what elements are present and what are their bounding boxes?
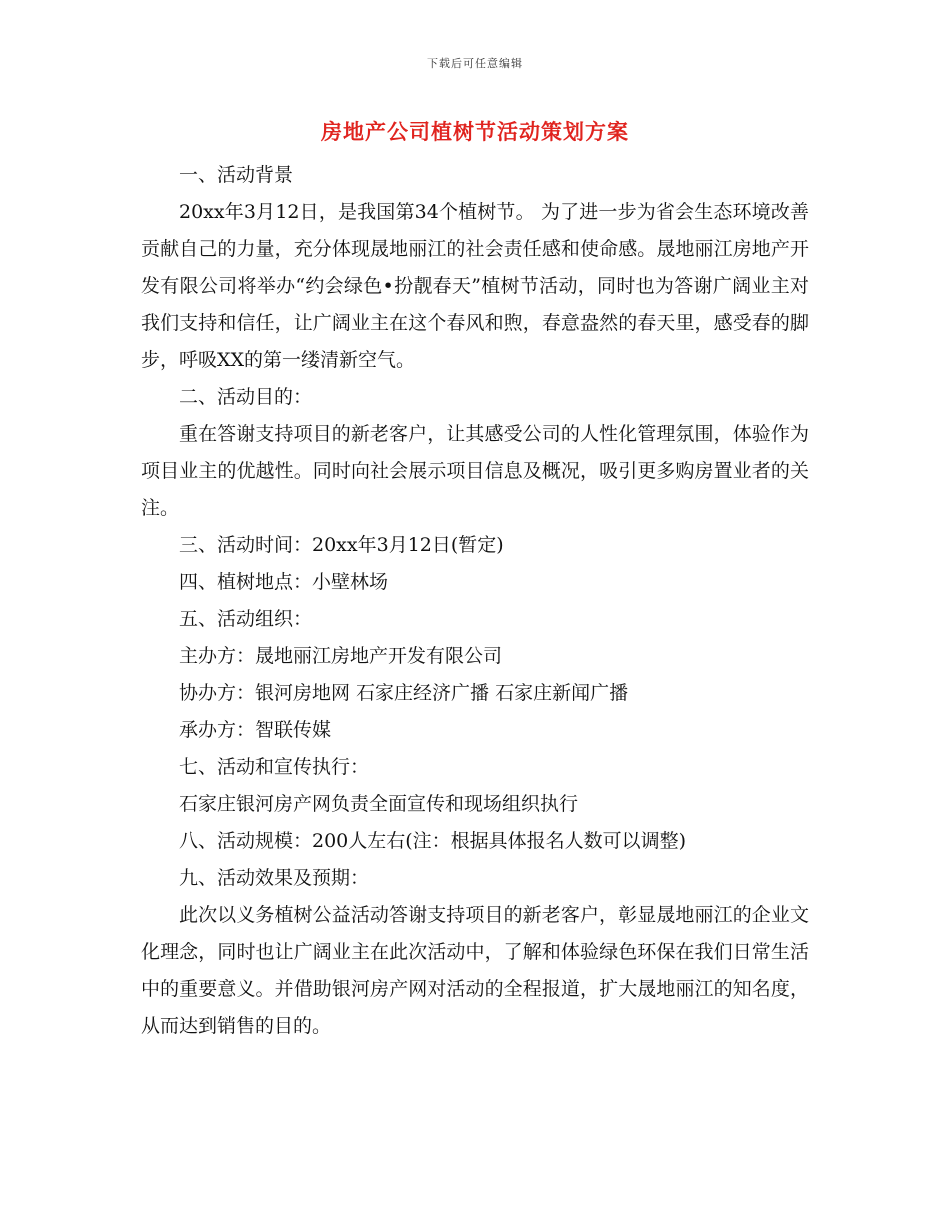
section-heading-organization: 五、活动组织： [179, 608, 313, 630]
section-heading-execution: 七、活动和宣传执行： [179, 756, 370, 778]
co-organizer-line: 协办方：银河房地网 石家庄经济广播 石家庄新闻广播 [179, 682, 629, 704]
section-heading-effect: 九、活动效果及预期： [179, 867, 370, 889]
header-note: 下载后可任意编辑 [427, 57, 523, 70]
organizer-line: 主办方：晟地丽江房地产开发有限公司 [179, 645, 503, 667]
undertaker-line: 承办方：智联传媒 [179, 719, 332, 741]
paragraph-purpose: 重在答谢支持项目的新老客户，让其感受公司的人性化管理氛围，体验作为项目业主的优越性。同时向社会展示项目信息及概况，吸引更多购房置业者的关注。 [141, 423, 809, 519]
section-heading-time: 三、活动时间：20xx年3月12日(暂定) [179, 534, 504, 556]
section-heading-background: 一、活动背景 [179, 164, 294, 186]
document-title: 房地产公司植树节活动策划方案 [321, 119, 629, 144]
paragraph-execution: 石家庄银河房产网负责全面宣传和现场组织执行 [179, 793, 579, 815]
section-heading-scale: 八、活动规模：200人左右(注：根据具体报名人数可以调整) [179, 830, 687, 852]
document-body [141, 157, 809, 1045]
section-heading-location: 四、植树地点：小壁林场 [179, 571, 389, 593]
paragraph-background: 20xx年3月12日，是我国第34个植树节。 为了进一步为省会生态环境改善贡献自己的力量，充分体现晟地丽江的社会责任感和使命感。晟地丽江房地产开发有限公司将举办“约会绿色•扮靓春天”植树节活动，同时也为答谢广阔业主对我们支持和信任，让广阔业主在这个春风和煦，春意盎然的春天里，感受春的脚步，呼吸XX的第一缕清新空气。 [141, 201, 809, 371]
section-heading-purpose: 二、活动目的： [179, 386, 313, 408]
paragraph-effect: 此次以义务植树公益活动答谢支持项目的新老客户，彰显晟地丽江的企业文化理念，同时也让广阔业主在此次活动中，了解和体验绿色环保在我们日常生活中的重要意义。并借助银河房产网对活动的全程报道，扩大晟地丽江的知名度，从而达到销售的目的。 [141, 904, 809, 1037]
